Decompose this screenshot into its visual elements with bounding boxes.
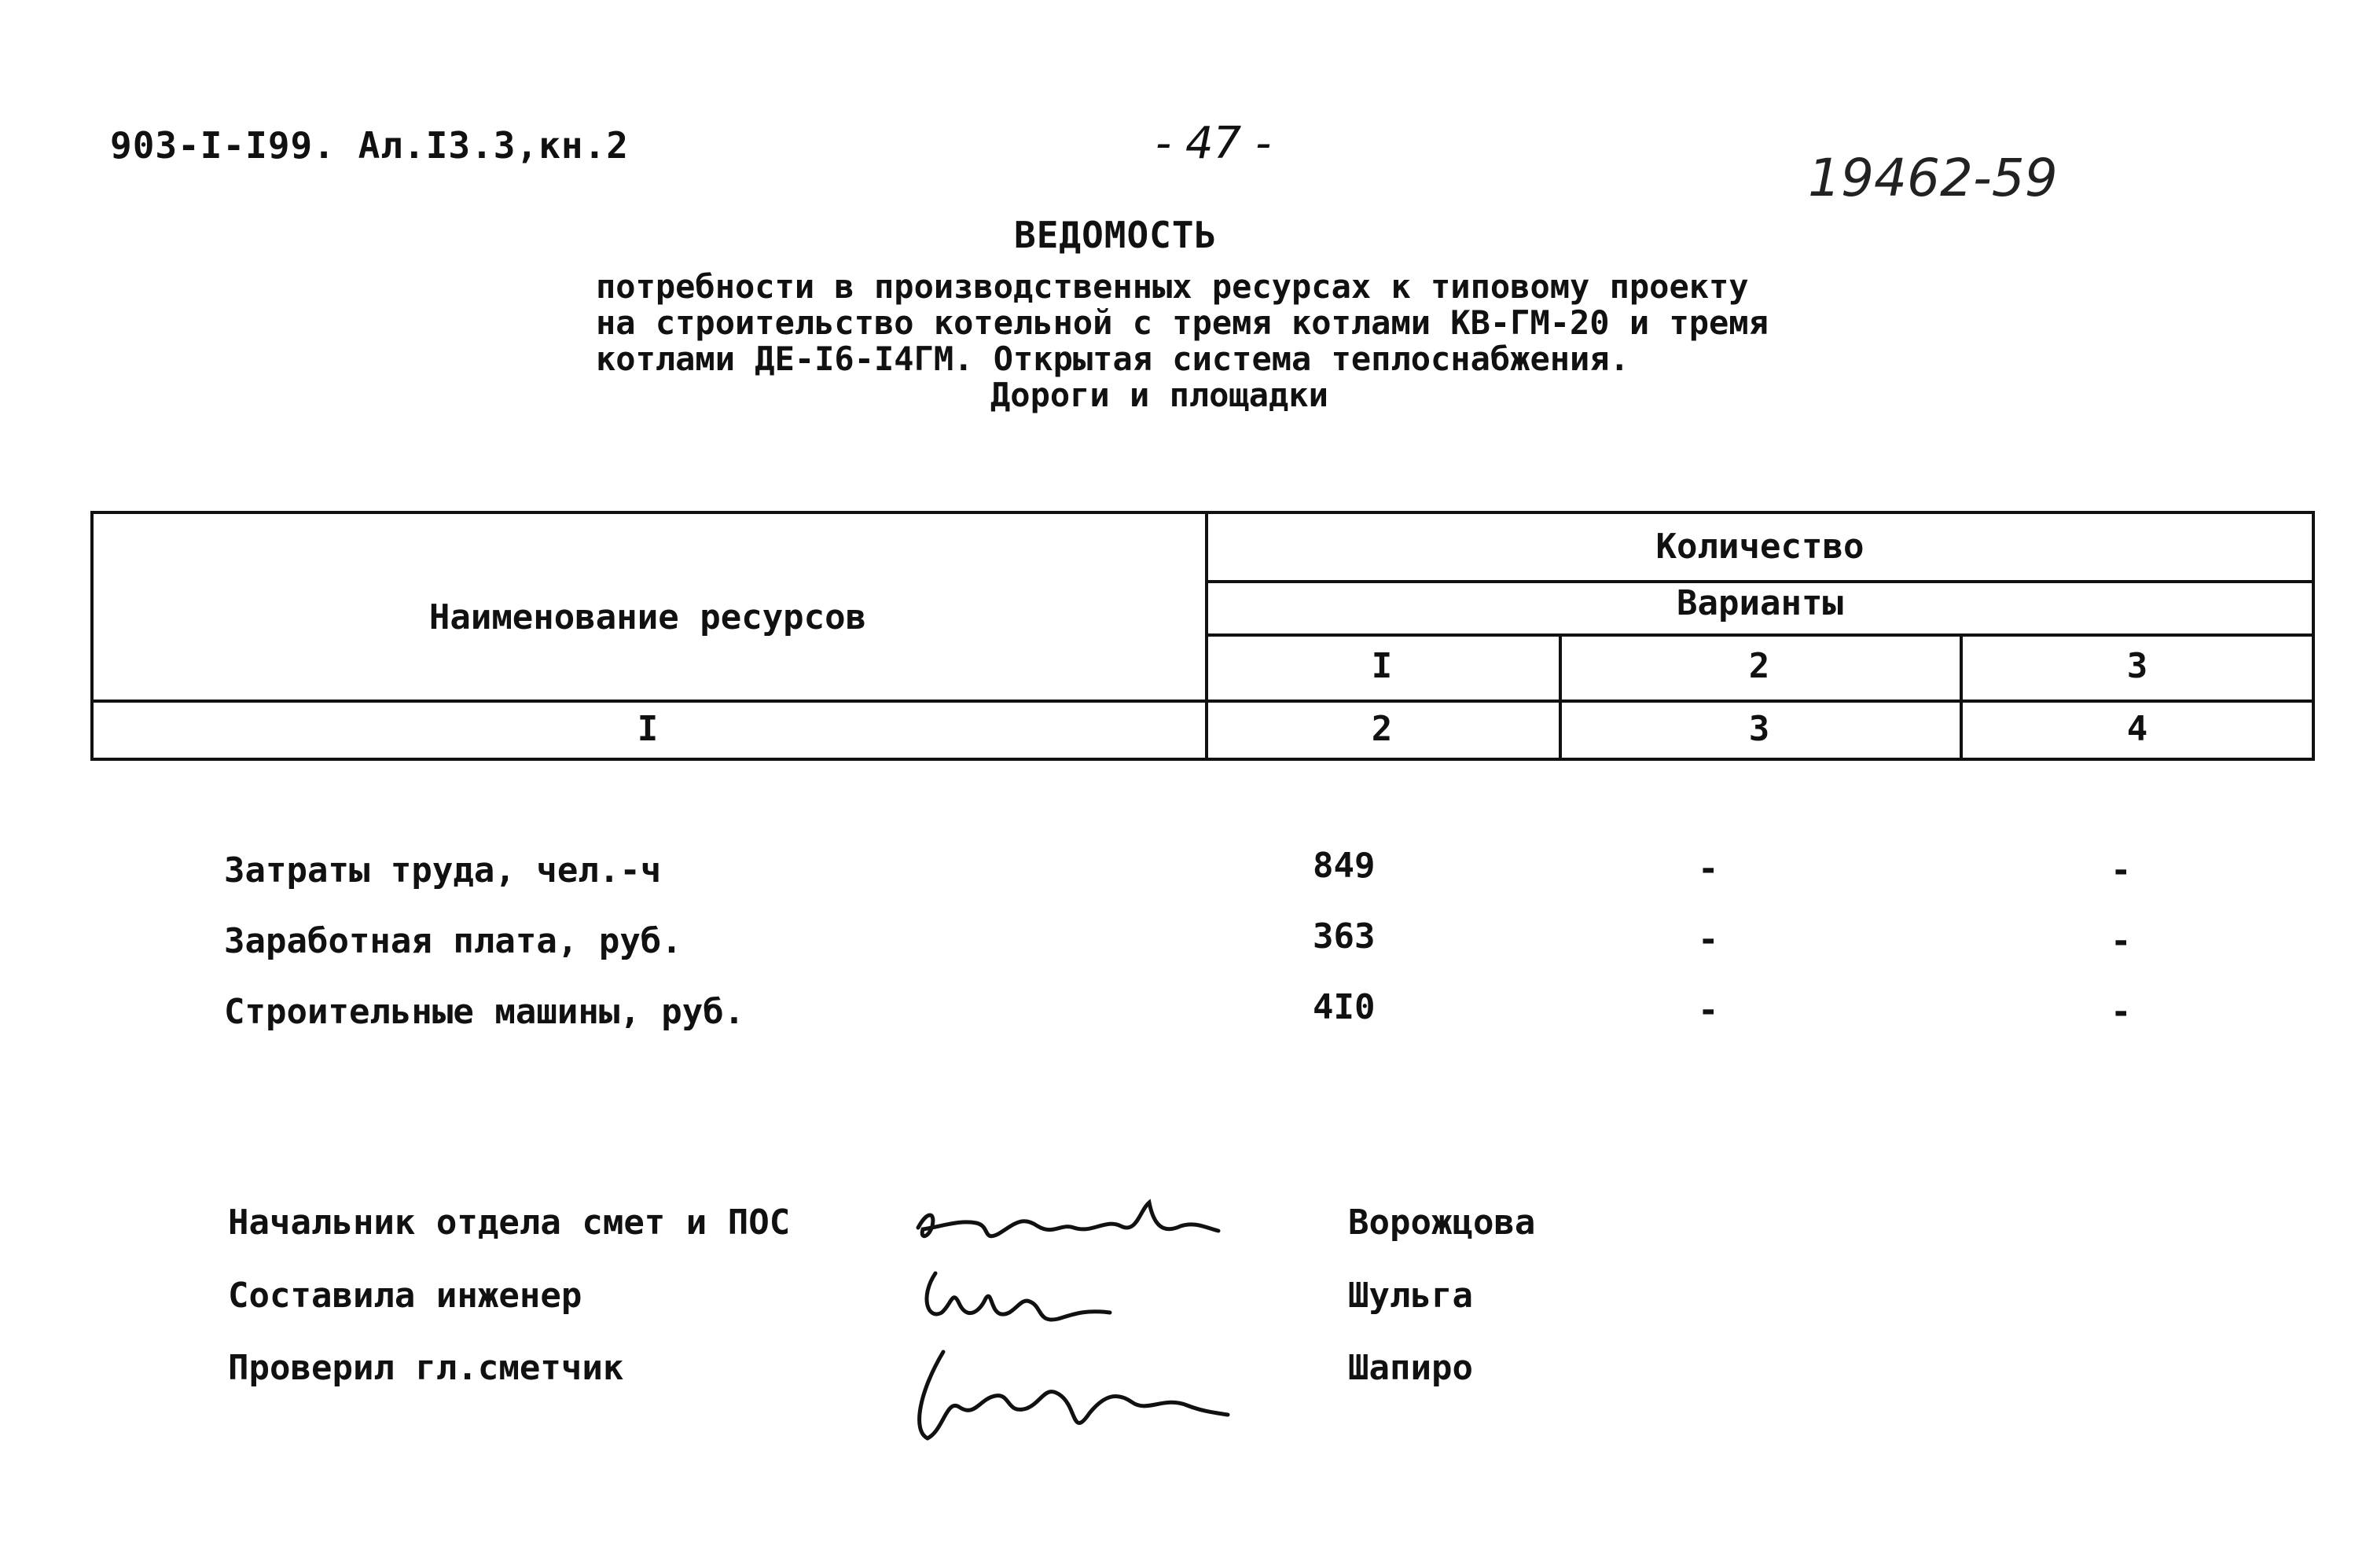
signature-scribble [904,1320,1234,1462]
column-number-1: I [637,709,659,749]
signature-role: Проверил гл.сметчик [228,1348,624,1388]
header-variant-2: 2 [1748,646,1770,686]
table-rule [1205,633,2315,637]
row-name: Затраты труда, чел.-ч [224,850,662,890]
header-resource-name: Наименование ресурсов [428,597,867,637]
header-variant-3: 3 [2126,646,2148,686]
document-subtitle [596,269,1769,413]
row-value-variant-2: - [1698,920,1719,960]
column-number-3: 3 [1748,709,1770,749]
signature-role: Составила инженер [228,1276,582,1316]
handwritten-registration-number: 19462-59 [1808,148,2058,208]
row-value-variant-2: - [1698,849,1719,889]
row-value-variant-3: - [2111,992,2132,1032]
column-number-4: 4 [2126,709,2148,749]
row-value-variant-3: - [2111,921,2132,961]
resources-table-header [90,511,2315,761]
row-value-variant-2: - [1698,990,1719,1030]
header-variant-1: I [1371,646,1393,686]
signatory-name: Шульга [1348,1276,1473,1316]
subtitle-line: котлами ДЕ-I6-I4ГМ. Открытая система теплоснабжения. [596,340,1629,378]
table-rule [90,700,2315,703]
signatory-name: Ворожцова [1348,1203,1536,1243]
table-border-top [90,511,2315,514]
header-variants: Варианты [1677,583,1843,623]
page-number: - 47 - [1155,118,1272,169]
signatory-name: Шапиро [1348,1348,1473,1388]
signature-role: Начальник отдела смет и ПОС [228,1203,791,1243]
table-border-bottom [90,758,2315,761]
header-quantity: Количество [1655,527,1864,567]
row-value-variant-1: 363 [1313,916,1376,957]
row-name: Строительные машины, руб. [224,992,745,1032]
document-title: ВЕДОМОСТЬ [1014,214,1218,256]
signature-scribble [904,1179,1234,1265]
row-value-variant-1: 849 [1313,846,1376,886]
document-code: 903-I-I99. Ал.I3.3,кн.2 [110,124,629,167]
row-name: Заработная плата, руб. [224,921,682,961]
column-number-2: 2 [1371,709,1393,749]
subtitle-line: Дороги и площадки [990,376,1328,414]
row-value-variant-3: - [2111,850,2132,890]
subtitle-line: на строительство котельной с тремя котлами КВ-ГМ-20 и тремя [596,303,1769,342]
row-value-variant-1: 4I0 [1313,987,1376,1027]
subtitle-line: потребности в производственных ресурсах к типовому проекту [596,267,1749,306]
